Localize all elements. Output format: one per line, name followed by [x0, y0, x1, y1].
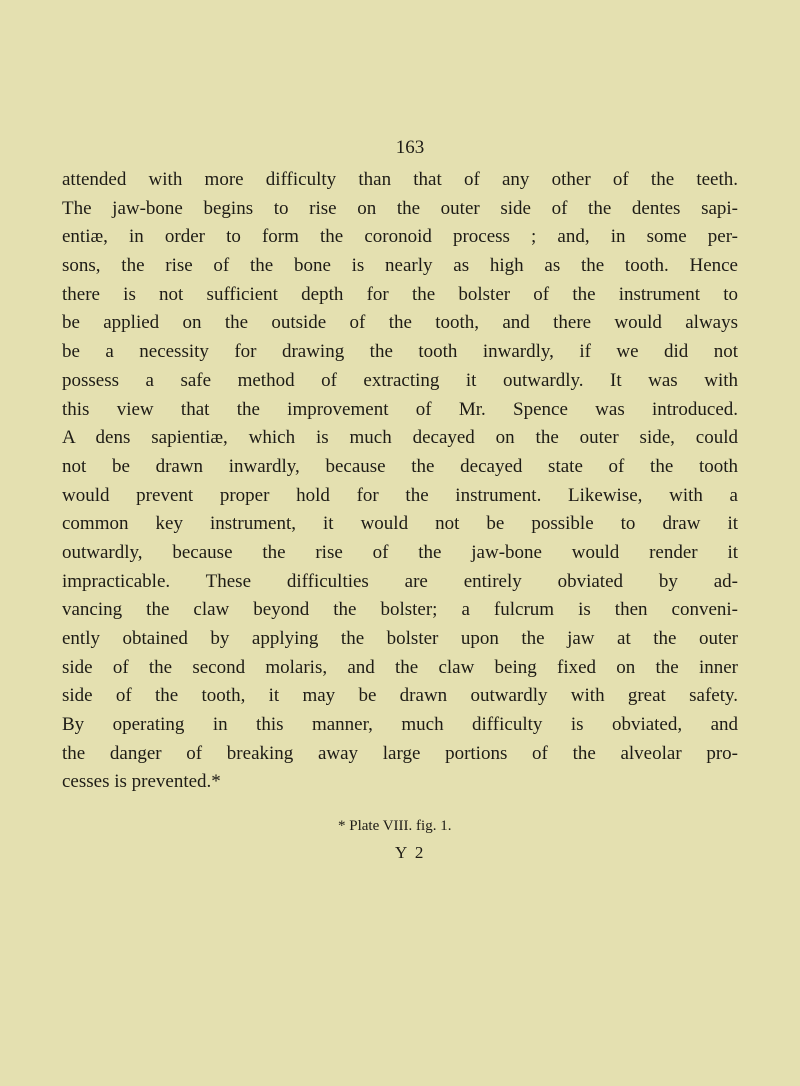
text-line: be a necessity for drawing the tooth inwardly, if we did not	[62, 341, 738, 363]
text-line: vancing the claw beyond the bolster; a fulcrum is then conveni-	[62, 599, 738, 621]
text-line: be applied on the outside of the tooth, and there would always	[62, 312, 738, 334]
text-line: there is not sufficient depth for the bolster of the instrument to	[62, 283, 738, 305]
text-line: By operating in this manner, much difficulty is obviated, and	[62, 714, 738, 736]
footnote: * Plate VIII. fig. 1.	[338, 818, 452, 834]
page-number: 163	[395, 137, 425, 158]
text-line: possess a safe method of extracting it outwardly. It was with	[62, 369, 738, 391]
text-line: would prevent proper hold for the instrument. Likewise, with a	[62, 484, 738, 506]
text-line: ently obtained by applying the bolster upon the jaw at the outer	[62, 628, 738, 649]
text-line: side of the second molaris, and the claw being fixed on the inner	[62, 656, 738, 678]
text-line: side of the tooth, it may be drawn outwardly with great safety.	[62, 685, 738, 707]
text-line: entiæ, in order to form the coronoid process ; and, in some per-	[62, 226, 738, 248]
signature-mark: Y 2	[395, 843, 426, 862]
text-line: cesses is prevented.*	[62, 771, 221, 793]
body-text	[62, 166, 738, 797]
text-line: impracticable. These difficulties are entirely obviated by ad-	[62, 570, 738, 592]
text-line: outwardly, because the rise of the jaw-bone would render it	[62, 541, 738, 563]
text-line: The jaw-bone begins to rise on the outer side of the dentes sapi-	[62, 197, 738, 219]
text-line: the danger of breaking away large portions of the alveolar pro-	[62, 742, 738, 764]
text-line: common key instrument, it would not be possible to draw it	[62, 513, 738, 535]
text-line: A dens sapientiæ, which is much decayed on the outer side, could	[62, 427, 738, 449]
text-line: not be drawn inwardly, because the decayed state of the tooth	[62, 455, 738, 477]
text-line: this view that the improvement of Mr. Spence was introduced.	[62, 398, 738, 420]
text-line: attended with more difficulty than that of any other of the teeth.	[62, 169, 738, 190]
text-line: sons, the rise of the bone is nearly as high as the tooth. Hence	[62, 255, 738, 277]
